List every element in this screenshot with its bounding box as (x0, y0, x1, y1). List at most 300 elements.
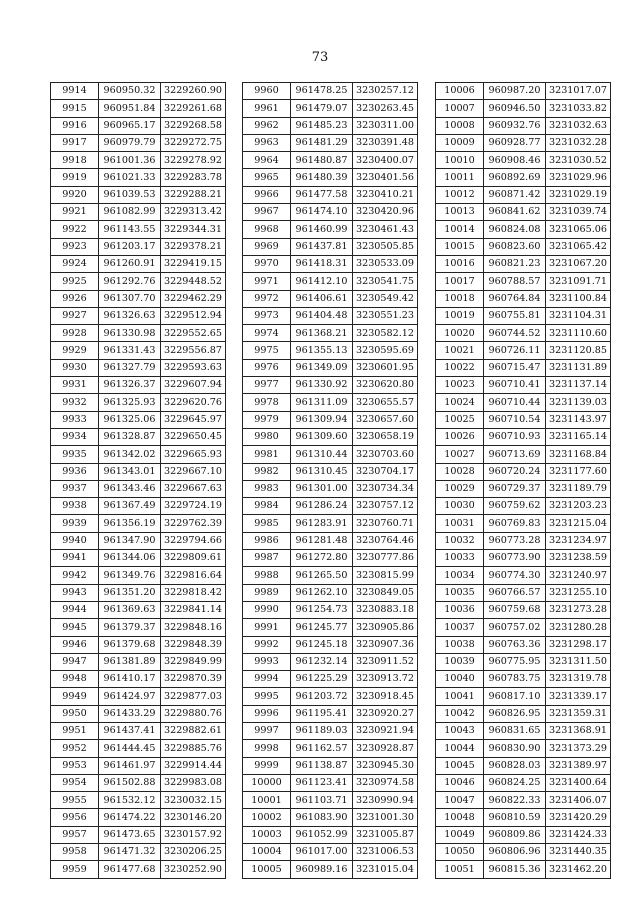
y-coordinate-cell: 3231006.53 (353, 844, 418, 861)
point-number-cell: 9995 (243, 688, 291, 705)
table-row (436, 567, 611, 584)
x-coordinate-cell: 960831.65 (484, 722, 546, 739)
table-row (51, 359, 226, 376)
y-coordinate-cell: 3229419.15 (161, 255, 226, 272)
x-coordinate-cell: 960806.96 (484, 844, 546, 861)
y-coordinate-cell: 3230582.12 (353, 325, 418, 342)
y-coordinate-cell: 3230777.86 (353, 550, 418, 567)
point-number-cell: 9989 (243, 584, 291, 601)
point-number-cell: 10022 (436, 359, 484, 376)
table-row (51, 169, 226, 186)
table-row (436, 290, 611, 307)
point-number-cell: 9963 (243, 134, 291, 151)
table-row (243, 342, 418, 359)
y-coordinate-cell: 3231273.28 (546, 601, 611, 618)
x-coordinate-cell: 961328.87 (99, 428, 161, 445)
y-coordinate-cell: 3230401.56 (353, 169, 418, 186)
x-coordinate-cell: 960783.75 (484, 671, 546, 688)
point-number-cell: 9964 (243, 152, 291, 169)
x-coordinate-cell: 960773.90 (484, 550, 546, 567)
table-row (436, 532, 611, 549)
y-coordinate-cell: 3231139.03 (546, 394, 611, 411)
x-coordinate-cell: 961143.55 (99, 221, 161, 238)
table-row (436, 826, 611, 843)
point-number-cell: 10025 (436, 411, 484, 428)
x-coordinate-cell: 961326.63 (99, 307, 161, 324)
y-coordinate-cell: 3229667.10 (161, 463, 226, 480)
y-coordinate-cell: 3231298.17 (546, 636, 611, 653)
x-coordinate-cell: 961327.79 (99, 359, 161, 376)
y-coordinate-cell: 3229313.42 (161, 204, 226, 221)
point-number-cell: 10037 (436, 619, 484, 636)
table-row (436, 221, 611, 238)
point-number-cell: 10023 (436, 377, 484, 394)
table-row (436, 307, 611, 324)
x-coordinate-cell: 960928.77 (484, 134, 546, 151)
table-row (243, 567, 418, 584)
y-coordinate-cell: 3231137.14 (546, 377, 611, 394)
table-row (51, 826, 226, 843)
table-row (436, 601, 611, 618)
table-row (51, 480, 226, 497)
point-number-cell: 9942 (51, 567, 99, 584)
table-row (51, 671, 226, 688)
x-coordinate-cell: 961379.37 (99, 619, 161, 636)
x-coordinate-cell: 961379.68 (99, 636, 161, 653)
x-coordinate-cell: 961480.87 (291, 152, 353, 169)
y-coordinate-cell: 3231065.06 (546, 221, 611, 238)
coordinate-table-left (50, 82, 226, 879)
x-coordinate-cell: 960773.28 (484, 532, 546, 549)
point-number-cell: 10027 (436, 446, 484, 463)
y-coordinate-cell: 3229344.31 (161, 221, 226, 238)
y-coordinate-cell: 3231373.29 (546, 740, 611, 757)
x-coordinate-cell: 960951.84 (99, 100, 161, 117)
y-coordinate-cell: 3230206.25 (161, 844, 226, 861)
coordinate-table-middle (242, 82, 418, 879)
point-number-cell: 10007 (436, 100, 484, 117)
point-number-cell: 9954 (51, 774, 99, 791)
y-coordinate-cell: 3230595.69 (353, 342, 418, 359)
table-row (436, 515, 611, 532)
y-coordinate-cell: 3231339.17 (546, 688, 611, 705)
point-number-cell: 9933 (51, 411, 99, 428)
y-coordinate-cell: 3230257.12 (353, 83, 418, 100)
point-number-cell: 10043 (436, 722, 484, 739)
point-number-cell: 9917 (51, 134, 99, 151)
x-coordinate-cell: 960815.36 (484, 861, 546, 878)
table-row (51, 792, 226, 809)
y-coordinate-cell: 3230400.07 (353, 152, 418, 169)
table-row (436, 844, 611, 861)
y-coordinate-cell: 3230920.27 (353, 705, 418, 722)
point-number-cell: 9981 (243, 446, 291, 463)
x-coordinate-cell: 961272.80 (291, 550, 353, 567)
point-number-cell: 10021 (436, 342, 484, 359)
point-number-cell: 10042 (436, 705, 484, 722)
table-row (243, 204, 418, 221)
x-coordinate-cell: 961485.23 (291, 117, 353, 134)
y-coordinate-cell: 3231143.97 (546, 411, 611, 428)
y-coordinate-cell: 3229877.03 (161, 688, 226, 705)
y-coordinate-cell: 3229724.19 (161, 498, 226, 515)
point-number-cell: 9916 (51, 117, 99, 134)
y-coordinate-cell: 3231424.33 (546, 826, 611, 843)
point-number-cell: 9924 (51, 255, 99, 272)
table-row (51, 255, 226, 272)
y-coordinate-cell: 3229848.16 (161, 619, 226, 636)
x-coordinate-cell: 960726.11 (484, 342, 546, 359)
x-coordinate-cell: 961245.18 (291, 636, 353, 653)
table-row (243, 221, 418, 238)
y-coordinate-cell: 3230146.20 (161, 809, 226, 826)
table-row (243, 428, 418, 445)
y-coordinate-cell: 3229818.42 (161, 584, 226, 601)
table-row (243, 377, 418, 394)
y-coordinate-cell: 3230658.19 (353, 428, 418, 445)
y-coordinate-cell: 3231005.87 (353, 826, 418, 843)
x-coordinate-cell: 960950.32 (99, 83, 161, 100)
table-row (243, 515, 418, 532)
table-row (51, 221, 226, 238)
table-row (436, 550, 611, 567)
x-coordinate-cell: 960759.62 (484, 498, 546, 515)
y-coordinate-cell: 3231280.28 (546, 619, 611, 636)
y-coordinate-cell: 3230921.94 (353, 722, 418, 739)
y-coordinate-cell: 3231420.29 (546, 809, 611, 826)
x-coordinate-cell: 960892.69 (484, 169, 546, 186)
table-row (51, 532, 226, 549)
x-coordinate-cell: 961225.29 (291, 671, 353, 688)
x-coordinate-cell: 961310.44 (291, 446, 353, 463)
table-row (243, 844, 418, 861)
point-number-cell: 9926 (51, 290, 99, 307)
x-coordinate-cell: 961343.01 (99, 463, 161, 480)
point-number-cell: 9961 (243, 100, 291, 117)
table-row (436, 774, 611, 791)
point-number-cell: 9949 (51, 688, 99, 705)
x-coordinate-cell: 961478.25 (291, 83, 353, 100)
point-number-cell: 9922 (51, 221, 99, 238)
x-coordinate-cell: 961301.00 (291, 480, 353, 497)
point-number-cell: 9948 (51, 671, 99, 688)
table-row (243, 774, 418, 791)
point-number-cell: 9929 (51, 342, 99, 359)
point-number-cell: 10039 (436, 653, 484, 670)
table-row (51, 428, 226, 445)
y-coordinate-cell: 3230990.94 (353, 792, 418, 809)
point-number-cell: 9971 (243, 273, 291, 290)
y-coordinate-cell: 3230252.90 (161, 861, 226, 878)
point-number-cell: 9941 (51, 550, 99, 567)
y-coordinate-cell: 3229645.97 (161, 411, 226, 428)
point-number-cell: 9937 (51, 480, 99, 497)
y-coordinate-cell: 3229268.58 (161, 117, 226, 134)
y-coordinate-cell: 3231017.07 (546, 83, 611, 100)
x-coordinate-cell: 961344.06 (99, 550, 161, 567)
point-number-cell: 9919 (51, 169, 99, 186)
point-number-cell: 10020 (436, 325, 484, 342)
y-coordinate-cell: 3231001.30 (353, 809, 418, 826)
point-number-cell: 9967 (243, 204, 291, 221)
y-coordinate-cell: 3230703.60 (353, 446, 418, 463)
y-coordinate-cell: 3230883.18 (353, 601, 418, 618)
table-row (51, 619, 226, 636)
point-number-cell: 9980 (243, 428, 291, 445)
table-row (436, 273, 611, 290)
point-number-cell: 9976 (243, 359, 291, 376)
y-coordinate-cell: 3229983.08 (161, 774, 226, 791)
point-number-cell: 9938 (51, 498, 99, 515)
x-coordinate-cell: 961260.91 (99, 255, 161, 272)
point-number-cell: 10011 (436, 169, 484, 186)
y-coordinate-cell: 3231120.85 (546, 342, 611, 359)
table-row (51, 636, 226, 653)
y-coordinate-cell: 3231091.71 (546, 273, 611, 290)
table-row (243, 186, 418, 203)
table-row (243, 619, 418, 636)
point-number-cell: 10009 (436, 134, 484, 151)
table-row (243, 636, 418, 653)
y-coordinate-cell: 3230974.58 (353, 774, 418, 791)
y-coordinate-cell: 3230549.42 (353, 290, 418, 307)
table-row (51, 134, 226, 151)
x-coordinate-cell: 960710.54 (484, 411, 546, 428)
x-coordinate-cell: 961444.45 (99, 740, 161, 757)
x-coordinate-cell: 960965.17 (99, 117, 161, 134)
point-number-cell: 10041 (436, 688, 484, 705)
x-coordinate-cell: 960715.47 (484, 359, 546, 376)
x-coordinate-cell: 961477.58 (291, 186, 353, 203)
table-row (51, 342, 226, 359)
y-coordinate-cell: 3229378.21 (161, 238, 226, 255)
table-row (436, 394, 611, 411)
point-number-cell: 9977 (243, 377, 291, 394)
table-row (436, 584, 611, 601)
x-coordinate-cell: 961203.72 (291, 688, 353, 705)
x-coordinate-cell: 961195.41 (291, 705, 353, 722)
table-row (51, 325, 226, 342)
x-coordinate-cell: 961477.68 (99, 861, 161, 878)
x-coordinate-cell: 961351.20 (99, 584, 161, 601)
y-coordinate-cell: 3229278.92 (161, 152, 226, 169)
y-coordinate-cell: 3229283.78 (161, 169, 226, 186)
table-row (243, 152, 418, 169)
point-number-cell: 10015 (436, 238, 484, 255)
table-row (51, 844, 226, 861)
table-row (436, 325, 611, 342)
y-coordinate-cell: 3229512.94 (161, 307, 226, 324)
point-number-cell: 9983 (243, 480, 291, 497)
point-number-cell: 9927 (51, 307, 99, 324)
table-row (436, 636, 611, 653)
table-row (51, 722, 226, 739)
point-number-cell: 9950 (51, 705, 99, 722)
point-number-cell: 10014 (436, 221, 484, 238)
table-row (243, 411, 418, 428)
point-number-cell: 10032 (436, 532, 484, 549)
x-coordinate-cell: 961356.19 (99, 515, 161, 532)
point-number-cell: 10028 (436, 463, 484, 480)
x-coordinate-cell: 960823.60 (484, 238, 546, 255)
y-coordinate-cell: 3231110.60 (546, 325, 611, 342)
y-coordinate-cell: 3231440.35 (546, 844, 611, 861)
y-coordinate-cell: 3229841.14 (161, 601, 226, 618)
y-coordinate-cell: 3230410.21 (353, 186, 418, 203)
y-coordinate-cell: 3230849.05 (353, 584, 418, 601)
x-coordinate-cell: 961001.36 (99, 152, 161, 169)
x-coordinate-cell: 960720.24 (484, 463, 546, 480)
table-row (243, 584, 418, 601)
x-coordinate-cell: 961474.10 (291, 204, 353, 221)
x-coordinate-cell: 960759.68 (484, 601, 546, 618)
point-number-cell: 9923 (51, 238, 99, 255)
table-row (436, 688, 611, 705)
y-coordinate-cell: 3231100.84 (546, 290, 611, 307)
table-row (51, 273, 226, 290)
x-coordinate-cell: 961325.06 (99, 411, 161, 428)
point-number-cell: 10017 (436, 273, 484, 290)
x-coordinate-cell: 961412.10 (291, 273, 353, 290)
table-row (243, 446, 418, 463)
y-coordinate-cell: 3230913.72 (353, 671, 418, 688)
table-row (51, 307, 226, 324)
table-row (51, 567, 226, 584)
y-coordinate-cell: 3230905.86 (353, 619, 418, 636)
x-coordinate-cell: 961410.17 (99, 671, 161, 688)
table-row (243, 359, 418, 376)
x-coordinate-cell: 961254.73 (291, 601, 353, 618)
table-row (243, 722, 418, 739)
y-coordinate-cell: 3229762.39 (161, 515, 226, 532)
table-row (51, 861, 226, 878)
y-coordinate-cell: 3231065.42 (546, 238, 611, 255)
x-coordinate-cell: 960946.50 (484, 100, 546, 117)
x-coordinate-cell: 961342.02 (99, 446, 161, 463)
table-row (243, 498, 418, 515)
table-row (243, 861, 418, 878)
table-row (436, 446, 611, 463)
x-coordinate-cell: 960710.93 (484, 428, 546, 445)
x-coordinate-cell: 960932.76 (484, 117, 546, 134)
point-number-cell: 9952 (51, 740, 99, 757)
point-number-cell: 10046 (436, 774, 484, 791)
point-number-cell: 9930 (51, 359, 99, 376)
point-number-cell: 9991 (243, 619, 291, 636)
y-coordinate-cell: 3230541.75 (353, 273, 418, 290)
point-number-cell: 10030 (436, 498, 484, 515)
x-coordinate-cell: 961281.48 (291, 532, 353, 549)
y-coordinate-cell: 3230620.80 (353, 377, 418, 394)
x-coordinate-cell: 961307.70 (99, 290, 161, 307)
point-number-cell: 9934 (51, 428, 99, 445)
point-number-cell: 9973 (243, 307, 291, 324)
table-row (436, 186, 611, 203)
y-coordinate-cell: 3230918.45 (353, 688, 418, 705)
y-coordinate-cell: 3229809.61 (161, 550, 226, 567)
y-coordinate-cell: 3229261.68 (161, 100, 226, 117)
y-coordinate-cell: 3230704.17 (353, 463, 418, 480)
point-number-cell: 10016 (436, 255, 484, 272)
y-coordinate-cell: 3230505.85 (353, 238, 418, 255)
point-number-cell: 9958 (51, 844, 99, 861)
x-coordinate-cell: 961017.00 (291, 844, 353, 861)
point-number-cell: 9956 (51, 809, 99, 826)
table-row (436, 255, 611, 272)
point-number-cell: 9984 (243, 498, 291, 515)
x-coordinate-cell: 961369.63 (99, 601, 161, 618)
x-coordinate-cell: 960821.23 (484, 255, 546, 272)
y-coordinate-cell: 3231255.10 (546, 584, 611, 601)
y-coordinate-cell: 3230157.92 (161, 826, 226, 843)
y-coordinate-cell: 3231238.59 (546, 550, 611, 567)
table-row (243, 705, 418, 722)
y-coordinate-cell: 3231400.64 (546, 774, 611, 791)
x-coordinate-cell: 960764.84 (484, 290, 546, 307)
point-number-cell: 9940 (51, 532, 99, 549)
table-row (243, 463, 418, 480)
table-row (436, 498, 611, 515)
x-coordinate-cell: 961292.76 (99, 273, 161, 290)
x-coordinate-cell: 960987.20 (484, 83, 546, 100)
table-row (436, 480, 611, 497)
table-row (51, 653, 226, 670)
table-row (436, 134, 611, 151)
x-coordinate-cell: 961481.29 (291, 134, 353, 151)
point-number-cell: 10002 (243, 809, 291, 826)
page-number: 73 (311, 50, 329, 65)
x-coordinate-cell: 960788.57 (484, 273, 546, 290)
x-coordinate-cell: 961162.57 (291, 740, 353, 757)
x-coordinate-cell: 960710.41 (484, 377, 546, 394)
x-coordinate-cell: 961474.22 (99, 809, 161, 826)
point-number-cell: 9972 (243, 290, 291, 307)
y-coordinate-cell: 3229288.21 (161, 186, 226, 203)
x-coordinate-cell: 961330.98 (99, 325, 161, 342)
x-coordinate-cell: 961309.60 (291, 428, 353, 445)
x-coordinate-cell: 960775.95 (484, 653, 546, 670)
x-coordinate-cell: 961471.32 (99, 844, 161, 861)
y-coordinate-cell: 3230907.36 (353, 636, 418, 653)
table-row (51, 809, 226, 826)
point-number-cell: 10013 (436, 204, 484, 221)
point-number-cell: 9935 (51, 446, 99, 463)
y-coordinate-cell: 3230461.43 (353, 221, 418, 238)
table-row (243, 826, 418, 843)
x-coordinate-cell: 960810.59 (484, 809, 546, 826)
point-number-cell: 10049 (436, 826, 484, 843)
x-coordinate-cell: 960744.52 (484, 325, 546, 342)
x-coordinate-cell: 961310.45 (291, 463, 353, 480)
y-coordinate-cell: 3230911.52 (353, 653, 418, 670)
x-coordinate-cell: 961461.97 (99, 757, 161, 774)
table-row (51, 117, 226, 134)
point-number-cell: 9960 (243, 83, 291, 100)
x-coordinate-cell: 961331.43 (99, 342, 161, 359)
point-number-cell: 9928 (51, 325, 99, 342)
table-row (51, 515, 226, 532)
x-coordinate-cell: 960774.30 (484, 567, 546, 584)
point-number-cell: 9914 (51, 83, 99, 100)
x-coordinate-cell: 960766.57 (484, 584, 546, 601)
x-coordinate-cell: 961082.99 (99, 204, 161, 221)
point-number-cell: 10051 (436, 861, 484, 878)
table-row (51, 550, 226, 567)
y-coordinate-cell: 3230760.71 (353, 515, 418, 532)
x-coordinate-cell: 960710.44 (484, 394, 546, 411)
table-row (436, 740, 611, 757)
x-coordinate-cell: 961311.09 (291, 394, 353, 411)
